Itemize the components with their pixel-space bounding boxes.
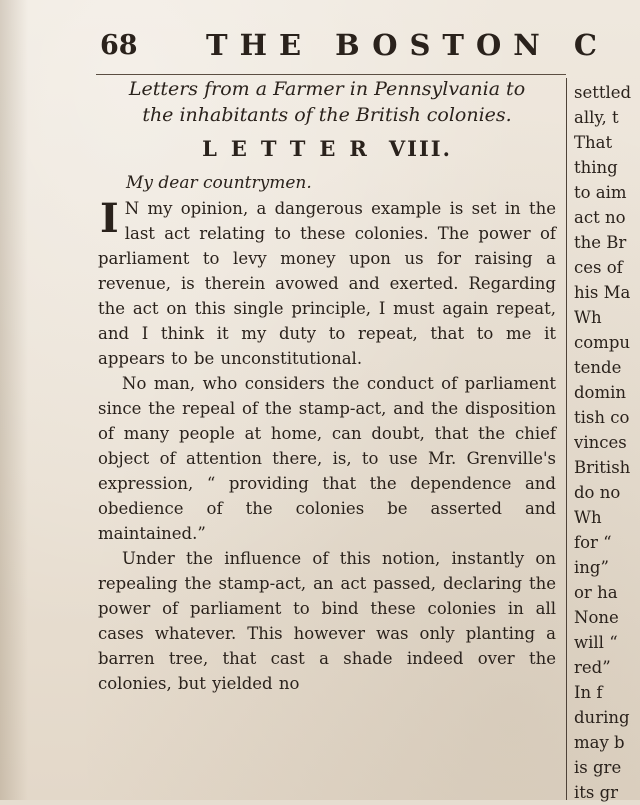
fragment-line: will “ xyxy=(574,633,618,652)
fragment-line: ing” xyxy=(574,558,609,577)
fragment-line: thing xyxy=(574,158,618,177)
paragraph-2: No man, who considers the conduct of parliament since the repeal of the stamp-act, and the disposition of many people at home, can doubt, that the chief object of attention there, is, to use Mr. Grenville's expression, “ providing that the dependence and obedience of the colonies be asserted and maintained.” xyxy=(98,374,556,543)
fragment-line: ally, t xyxy=(574,108,619,127)
fragment-line: act no xyxy=(574,208,626,227)
fragment-line: tende xyxy=(574,358,622,377)
page-number: 68 xyxy=(100,30,138,61)
fragment-line: settled xyxy=(574,83,632,102)
letter-number: VIII. xyxy=(388,136,452,161)
fragment-line: vinces xyxy=(574,433,627,452)
article-title xyxy=(98,76,556,128)
article-title-line-2: the inhabitants of the British colonies. xyxy=(142,104,512,126)
fragment-line: the Br xyxy=(574,233,627,252)
column-divider xyxy=(566,78,567,800)
fragment-line: may b xyxy=(574,733,625,752)
fragment-line: his Ma xyxy=(574,283,631,302)
fragment-line: compu xyxy=(574,333,631,352)
fragment-line: None xyxy=(574,608,619,627)
salutation: My dear countrymen. xyxy=(126,173,312,193)
fragment-line: British xyxy=(574,458,631,477)
article-title-line-1: Letters from a Farmer in Pennsylvania to xyxy=(128,78,526,100)
masthead-title: THE BOSTON C xyxy=(206,28,609,62)
letter-heading xyxy=(98,132,556,166)
paragraph-3: Under the influence of this notion, instantly on repealing the stamp-act, an act passed, declaring the power of parliament to bind these colonies in all cases whatever. This however was only planting a barren tree, that cast a shade indeed over the colonies, but yielded no xyxy=(98,549,556,693)
fragment-line: do no xyxy=(574,483,621,502)
fragment-line: during xyxy=(574,708,630,727)
fragment-line: ces of xyxy=(574,258,623,277)
fragment-line: its gr xyxy=(574,783,619,802)
adjacent-column-fragments xyxy=(574,80,640,805)
fragment-line: red” xyxy=(574,658,611,677)
fragment-line: Wh xyxy=(574,508,602,527)
main-column xyxy=(98,76,556,696)
fragment-line: That xyxy=(574,133,613,152)
paragraph-1: IN my opinion, a dangerous example is set in the last act relating to these colonies. The power of parliament to levy money upon us for raising a revenue, is therein avowed and exerted. Regarding the act on this single principle, I must again repeat, and I think it my duty to repeat, that to me it appears to be unconstitutional. xyxy=(98,195,556,368)
fragment-line: is gre xyxy=(574,758,622,777)
fragment-line: to aim xyxy=(574,183,627,202)
fragment-line: or ha xyxy=(574,583,618,602)
letter-word: LETTER xyxy=(202,136,381,161)
header-rule xyxy=(96,74,566,75)
fragment-line: In f xyxy=(574,683,603,702)
fragment-line: Wh xyxy=(574,308,602,327)
page-edge-shadow xyxy=(0,0,28,800)
fragment-line: for “ xyxy=(574,533,612,552)
fragment-line: domin xyxy=(574,383,627,402)
fragment-line: tish co xyxy=(574,408,630,427)
page-header xyxy=(100,28,640,72)
